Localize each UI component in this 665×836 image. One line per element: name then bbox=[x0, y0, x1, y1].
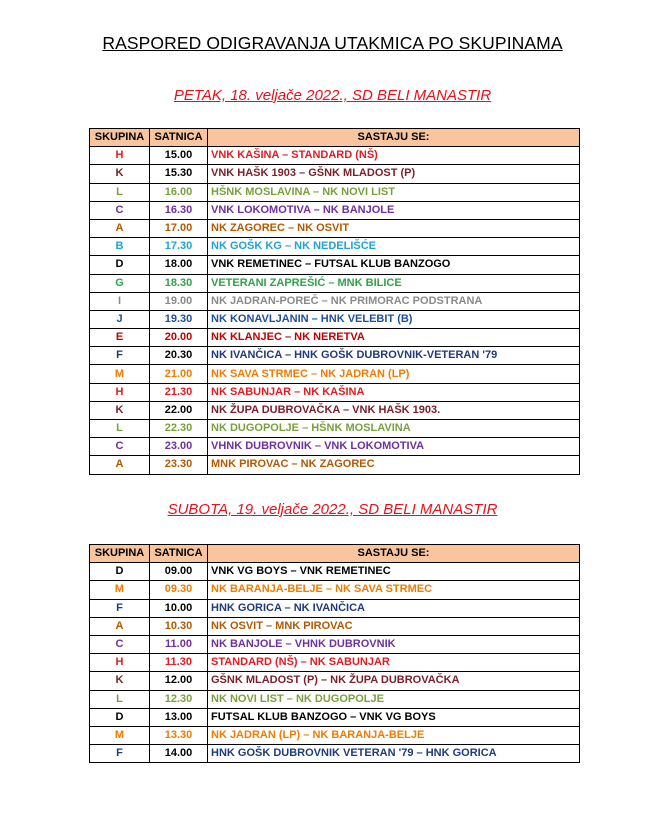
match-cell: VETERANI ZAPREŠIĆ – MNK BILICE bbox=[208, 274, 580, 292]
group-cell: E bbox=[90, 329, 150, 347]
header-time: SATNICA bbox=[150, 545, 208, 563]
group-cell: H bbox=[90, 147, 150, 165]
match-cell: VNK LOKOMOTIVA – NK BANJOLE bbox=[208, 201, 580, 219]
schedule-table-saturday bbox=[89, 544, 580, 763]
match-cell: NK OSVIT – MNK PIROVAC bbox=[208, 617, 580, 635]
group-cell: H bbox=[90, 383, 150, 401]
header-match: SASTAJU SE: bbox=[208, 545, 580, 563]
group-cell: L bbox=[90, 183, 150, 201]
table-row bbox=[90, 292, 580, 310]
time-cell: 21.30 bbox=[150, 383, 208, 401]
header-group: SKUPINA bbox=[90, 129, 150, 147]
group-cell: H bbox=[90, 654, 150, 672]
group-cell: F bbox=[90, 347, 150, 365]
table-row bbox=[90, 654, 580, 672]
time-cell: 13.00 bbox=[150, 708, 208, 726]
match-cell: NK BANJOLE – VHNK DUBROVNIK bbox=[208, 635, 580, 653]
match-cell: HNK GOŠK DUBROVNIK VETERAN '79 – HNK GORICA bbox=[208, 745, 580, 763]
schedule-body-friday bbox=[90, 147, 580, 474]
match-cell: VNK KAŠINA – STANDARD (NŠ) bbox=[208, 147, 580, 165]
table-row bbox=[90, 383, 580, 401]
table-row bbox=[90, 581, 580, 599]
time-cell: 16.00 bbox=[150, 183, 208, 201]
match-cell: VHNK DUBROVNIK – VNK LOKOMOTIVA bbox=[208, 438, 580, 456]
group-cell: L bbox=[90, 420, 150, 438]
match-cell: FUTSAL KLUB BANZOGO – VNK VG BOYS bbox=[208, 708, 580, 726]
table-row bbox=[90, 401, 580, 419]
time-cell: 15.00 bbox=[150, 147, 208, 165]
match-cell: VNK HAŠK 1903 – GŠNK MLADOST (P) bbox=[208, 165, 580, 183]
match-cell: NK BARANJA-BELJE – NK SAVA STRMEC bbox=[208, 581, 580, 599]
match-cell: NK ZAGOREC – NK OSVIT bbox=[208, 219, 580, 237]
group-cell: D bbox=[90, 256, 150, 274]
table-row bbox=[90, 201, 580, 219]
time-cell: 23.30 bbox=[150, 456, 208, 474]
table-row bbox=[90, 745, 580, 763]
match-cell: NK GOŠK KG – NK NEDELIŠĆE bbox=[208, 238, 580, 256]
table-row bbox=[90, 365, 580, 383]
time-cell: 23.00 bbox=[150, 438, 208, 456]
table-row bbox=[90, 347, 580, 365]
match-cell: GŠNK MLADOST (P) – NK ŽUPA DUBROVAČKA bbox=[208, 672, 580, 690]
match-cell: STANDARD (NŠ) – NK SABUNJAR bbox=[208, 654, 580, 672]
match-cell: VNK REMETINEC – FUTSAL KLUB BANZOGO bbox=[208, 256, 580, 274]
table-row bbox=[90, 456, 580, 474]
time-cell: 10.30 bbox=[150, 617, 208, 635]
table-row bbox=[90, 310, 580, 328]
time-cell: 19.30 bbox=[150, 310, 208, 328]
table-row bbox=[90, 329, 580, 347]
time-cell: 11.30 bbox=[150, 654, 208, 672]
time-cell: 14.00 bbox=[150, 745, 208, 763]
match-cell: MNK PIROVAC – NK ZAGOREC bbox=[208, 456, 580, 474]
group-cell: C bbox=[90, 201, 150, 219]
header-match: SASTAJU SE: bbox=[208, 129, 580, 147]
match-cell: NK KONAVLJANIN – HNK VELEBIT (B) bbox=[208, 310, 580, 328]
header-group: SKUPINA bbox=[90, 545, 150, 563]
time-cell: 20.30 bbox=[150, 347, 208, 365]
table-row bbox=[90, 563, 580, 581]
time-cell: 12.00 bbox=[150, 672, 208, 690]
group-cell: I bbox=[90, 292, 150, 310]
time-cell: 22.30 bbox=[150, 420, 208, 438]
time-cell: 20.00 bbox=[150, 329, 208, 347]
time-cell: 13.30 bbox=[150, 726, 208, 744]
table-row bbox=[90, 617, 580, 635]
table-row bbox=[90, 274, 580, 292]
match-cell: NK SABUNJAR – NK KAŠINA bbox=[208, 383, 580, 401]
table-row bbox=[90, 147, 580, 165]
group-cell: D bbox=[90, 563, 150, 581]
match-cell: NK JADRAN-POREČ – NK PRIMORAC PODSTRANA bbox=[208, 292, 580, 310]
table-row bbox=[90, 183, 580, 201]
group-cell: M bbox=[90, 365, 150, 383]
table-row bbox=[90, 238, 580, 256]
header-time: SATNICA bbox=[150, 129, 208, 147]
time-cell: 10.00 bbox=[150, 599, 208, 617]
time-cell: 19.00 bbox=[150, 292, 208, 310]
match-cell: HNK GORICA – NK IVANČICA bbox=[208, 599, 580, 617]
time-cell: 17.30 bbox=[150, 238, 208, 256]
group-cell: D bbox=[90, 708, 150, 726]
table-row bbox=[90, 420, 580, 438]
group-cell: G bbox=[90, 274, 150, 292]
time-cell: 16.30 bbox=[150, 201, 208, 219]
time-cell: 18.30 bbox=[150, 274, 208, 292]
group-cell: A bbox=[90, 617, 150, 635]
match-cell: NK ŽUPA DUBROVAČKA – VNK HAŠK 1903. bbox=[208, 401, 580, 419]
day-heading-friday: PETAK, 18. veljače 2022., SD BELI MANASTIR bbox=[173, 87, 492, 104]
group-cell: J bbox=[90, 310, 150, 328]
match-cell: NK IVANČICA – HNK GOŠK DUBROVNIK-VETERAN '79 bbox=[208, 347, 580, 365]
table-row bbox=[90, 690, 580, 708]
time-cell: 11.00 bbox=[150, 635, 208, 653]
time-cell: 12.30 bbox=[150, 690, 208, 708]
time-cell: 15.30 bbox=[150, 165, 208, 183]
group-cell: M bbox=[90, 581, 150, 599]
time-cell: 09.30 bbox=[150, 581, 208, 599]
match-cell: VNK VG BOYS – VNK REMETINEC bbox=[208, 563, 580, 581]
group-cell: B bbox=[90, 238, 150, 256]
day-heading-saturday: SUBOTA, 19. veljače 2022., SD BELI MANASTIR bbox=[167, 501, 498, 518]
group-cell: F bbox=[90, 745, 150, 763]
table-row bbox=[90, 726, 580, 744]
group-cell: C bbox=[90, 635, 150, 653]
match-cell: NK NOVI LIST – NK DUGOPOLJE bbox=[208, 690, 580, 708]
group-cell: L bbox=[90, 690, 150, 708]
table-row bbox=[90, 438, 580, 456]
match-cell: NK SAVA STRMEC – NK JADRAN (LP) bbox=[208, 365, 580, 383]
match-cell: NK DUGOPOLJE – HŠNK MOSLAVINA bbox=[208, 420, 580, 438]
group-cell: K bbox=[90, 672, 150, 690]
table-row bbox=[90, 635, 580, 653]
group-cell: A bbox=[90, 219, 150, 237]
table-row bbox=[90, 256, 580, 274]
match-cell: NK KLANJEC – NK NERETVA bbox=[208, 329, 580, 347]
match-cell: NK JADRAN (LP) – NK BARANJA-BELJE bbox=[208, 726, 580, 744]
page-title: RASPORED ODIGRAVANJA UTAKMICA PO SKUPINAMA bbox=[102, 33, 563, 53]
group-cell: K bbox=[90, 401, 150, 419]
match-cell: HŠNK MOSLAVINA – NK NOVI LIST bbox=[208, 183, 580, 201]
table-header-row bbox=[90, 129, 580, 147]
time-cell: 21.00 bbox=[150, 365, 208, 383]
schedule-table-friday bbox=[89, 128, 580, 475]
table-row bbox=[90, 165, 580, 183]
time-cell: 18.00 bbox=[150, 256, 208, 274]
table-row bbox=[90, 708, 580, 726]
time-cell: 17.00 bbox=[150, 219, 208, 237]
table-row bbox=[90, 599, 580, 617]
table-row bbox=[90, 672, 580, 690]
group-cell: M bbox=[90, 726, 150, 744]
group-cell: A bbox=[90, 456, 150, 474]
table-header-row bbox=[90, 545, 580, 563]
time-cell: 22.00 bbox=[150, 401, 208, 419]
group-cell: K bbox=[90, 165, 150, 183]
table-row bbox=[90, 219, 580, 237]
schedule-body-saturday bbox=[90, 563, 580, 763]
time-cell: 09.00 bbox=[150, 563, 208, 581]
group-cell: F bbox=[90, 599, 150, 617]
group-cell: C bbox=[90, 438, 150, 456]
